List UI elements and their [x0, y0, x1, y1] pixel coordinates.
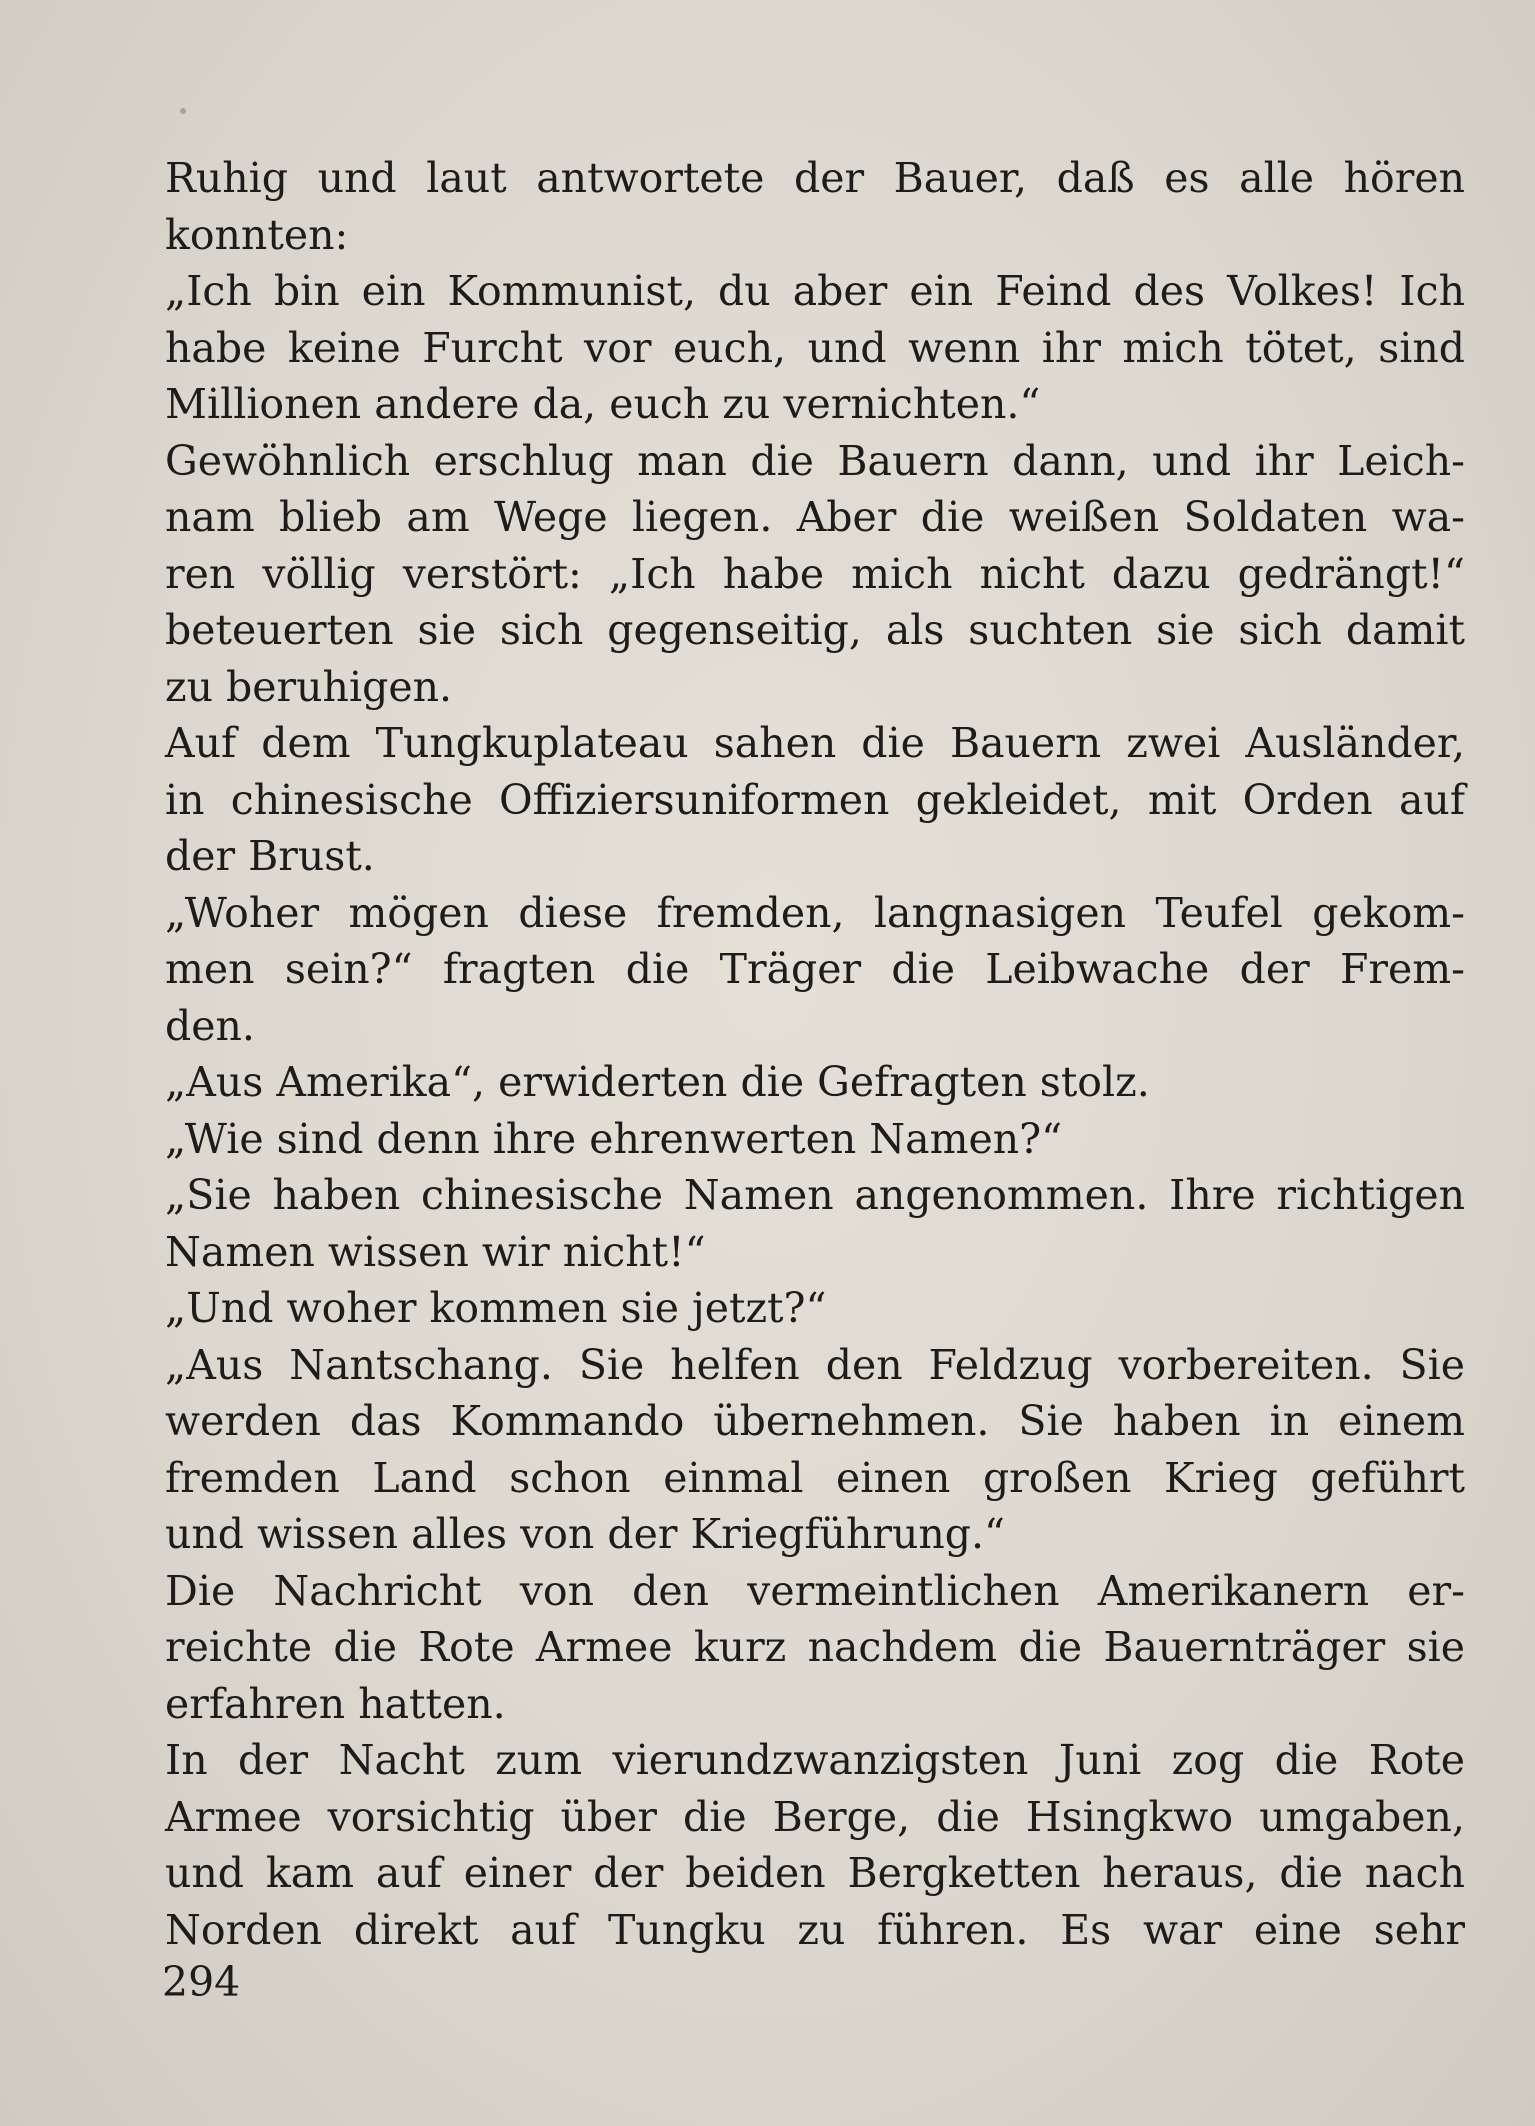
text-line: Die Nachricht von den vermeintlichen Amerikanern er-: [165, 1566, 1465, 1615]
text-line: Millionen andere da, euch zu vernichten.“: [165, 380, 1041, 428]
text-line: habe keine Furcht vor euch, und wenn ihr mich tötet, sind: [165, 323, 1465, 372]
text-line: fremden Land schon einmal einen großen Krieg geführt: [165, 1453, 1465, 1502]
text-line: nam blieb am Wege liegen. Aber die weißen Soldaten wa-: [165, 493, 1465, 541]
text-line: Armee vorsichtig über die Berge, die Hsingkwo umgaben,: [165, 1792, 1465, 1841]
paper-speck: [180, 108, 186, 114]
text-line: Namen wissen wir nicht!“: [165, 1227, 706, 1276]
text-line: Auf dem Tungkuplateau sahen die Bauern zwei Ausländer,: [165, 719, 1465, 767]
text-line: Ruhig und laut antwortete der Bauer, daß es alle hören: [165, 154, 1465, 202]
text-line: Gewöhnlich erschlug man die Bauern dann, und ihr Leich-: [165, 436, 1465, 485]
text-line: „Aus Amerika“, erwiderten die Gefragten stolz.: [165, 1058, 1150, 1106]
text-line: konnten:: [165, 210, 349, 259]
text-line: beteuerten sie sich gegenseitig, als suchten sie sich damit: [165, 606, 1465, 654]
text-line: ren völlig verstört: „Ich habe mich nicht dazu gedrängt!“: [165, 549, 1465, 598]
text-line: „Wie sind denn ihre ehrenwerten Namen?“: [165, 1114, 1063, 1163]
text-line: „Und woher kommen sie jetzt?“: [165, 1284, 827, 1332]
text-line: und kam auf einer der beiden Bergketten heraus, die nach: [165, 1849, 1465, 1897]
text-line: men sein?“ fragten die Träger die Leibwache der Frem-: [165, 945, 1465, 993]
page-number: 294: [162, 1958, 241, 2006]
text-line: „Woher mögen diese fremden, langnasigen Teufel gekom-: [165, 888, 1465, 937]
text-line: „Ich bin ein Kommunist, du aber ein Feind des Volkes! Ich: [165, 267, 1465, 315]
text-line: der Brust.: [165, 832, 375, 880]
body-text: [165, 150, 1465, 1958]
text-line: werden das Kommando übernehmen. Sie haben in einem: [165, 1397, 1465, 1445]
text-line: „Aus Nantschang. Sie helfen den Feldzug vorbereiten. Sie: [165, 1340, 1465, 1389]
text-line: und wissen alles von der Kriegführung.“: [165, 1510, 1005, 1558]
text-line: zu beruhigen.: [165, 662, 453, 711]
text-line: reichte die Rote Armee kurz nachdem die Bauernträger sie: [165, 1623, 1465, 1671]
text-line: Norden direkt auf Tungku zu führen. Es war eine sehr: [165, 1905, 1465, 1954]
text-line: erfahren hatten.: [165, 1679, 506, 1728]
text-line: „Sie haben chinesische Namen angenommen. Ihre richtigen: [165, 1171, 1465, 1219]
text-line: den.: [165, 1001, 255, 1050]
text-line: In der Nacht zum vierundzwanzigsten Juni zog die Rote: [165, 1736, 1465, 1784]
text-line: in chinesische Offiziersuniformen gekleidet, mit Orden auf: [165, 775, 1465, 824]
